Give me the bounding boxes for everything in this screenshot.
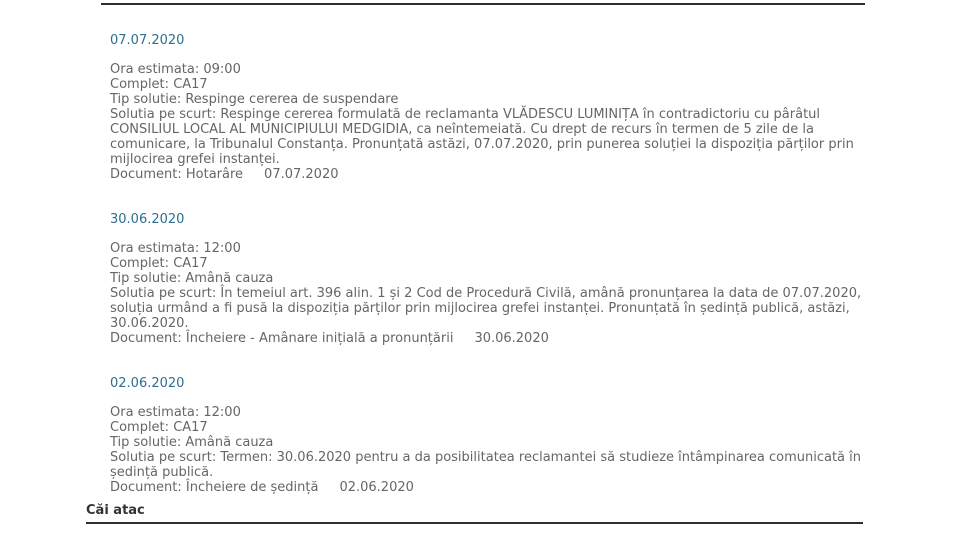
hearing-date-link[interactable]: 30.06.2020 [110,212,185,227]
hearing-solution-summary-row [110,107,866,167]
label-document: Document: [110,480,182,495]
section-cai-atac [86,503,863,524]
hearing-time-row [110,405,866,420]
value-complet: CA17 [173,77,208,92]
value-document-date: 02.06.2020 [339,480,414,495]
value-solutia-pe-scurt: Respinge cererea formulată de reclamanta VLĂDESCU LUMINIȚA în contradictoriu cu pârâtul CONSILIUL LOCAL AL MUNICIPIULUI MEDGIDIA, ca neîntemeiată. Cu drept de recurs în termen de 5 zile de la comunicare, la Tribunalul Constanța. Pronunțată astăzi, 07.07.2020, prin punerea soluției la dispoziția părților prin mijlocirea grefei instanței. [110,107,854,167]
hearing-solution-type-row [110,435,866,450]
hearing-entry [110,33,866,182]
hearings-list [110,33,866,525]
label-ora-estimata: Ora estimata: [110,241,200,256]
section-divider-cai-atac [86,522,863,524]
hearing-solution-type-row [110,92,866,107]
hearing-document-row [110,167,866,182]
section-title-cai-atac: Căi atac [86,503,145,518]
value-document-name: Încheiere - Amânare inițială a pronunțării [185,331,454,346]
label-ora-estimata: Ora estimata: [110,62,200,77]
hearing-entry [110,212,866,346]
value-ora-estimata: 12:00 [203,405,241,420]
label-complet: Complet: [110,77,170,92]
hearing-time-row [110,62,866,77]
hearing-panel-row [110,420,866,435]
hearing-panel-row [110,77,866,92]
hearing-document-row [110,331,866,346]
value-tip-solutie: Amână cauza [185,435,274,450]
label-tip-solutie: Tip solutie: [110,92,182,107]
value-complet: CA17 [173,420,208,435]
value-complet: CA17 [173,256,208,271]
label-ora-estimata: Ora estimata: [110,405,200,420]
value-ora-estimata: 12:00 [203,241,241,256]
hearing-date-link[interactable]: 02.06.2020 [110,376,185,391]
label-document: Document: [110,331,182,346]
hearing-time-row [110,241,866,256]
hearing-entry [110,376,866,495]
value-tip-solutie: Respinge cererea de suspendare [185,92,399,107]
label-complet: Complet: [110,256,170,271]
value-document-date: 30.06.2020 [474,331,549,346]
hearing-document-row [110,480,866,495]
hearing-date-link[interactable]: 07.07.2020 [110,33,185,48]
hearing-solution-type-row [110,271,866,286]
label-solutia-pe-scurt: Solutia pe scurt: [110,286,217,301]
hearing-panel-row [110,256,866,271]
hearing-solution-summary-row [110,286,866,331]
label-solutia-pe-scurt: Solutia pe scurt: [110,450,217,465]
value-tip-solutie: Amână cauza [185,271,274,286]
value-ora-estimata: 09:00 [203,62,241,77]
value-solutia-pe-scurt: În temeiul art. 396 alin. 1 și 2 Cod de Procedură Civilă, amână pronunțarea la data de 07.07.2020, soluția urmând a fi pusă la dispoziția părților prin mijlocirea grefei instanței. Pronunțată în ședință publică, astăzi, 30.06.2020. [110,286,862,331]
label-document: Document: [110,167,182,182]
label-solutia-pe-scurt: Solutia pe scurt: [110,107,217,122]
value-document-name: Hotarâre [185,167,244,182]
label-complet: Complet: [110,420,170,435]
hearing-solution-summary-row [110,450,866,480]
value-document-date: 07.07.2020 [264,167,339,182]
label-tip-solutie: Tip solutie: [110,435,182,450]
value-solutia-pe-scurt: Termen: 30.06.2020 pentru a da posibilitatea reclamantei să studieze întâmpinarea comunicată în ședință publică. [110,450,861,480]
label-tip-solutie: Tip solutie: [110,271,182,286]
section-divider-top [101,3,865,5]
value-document-name: Încheiere de ședință [185,480,319,495]
